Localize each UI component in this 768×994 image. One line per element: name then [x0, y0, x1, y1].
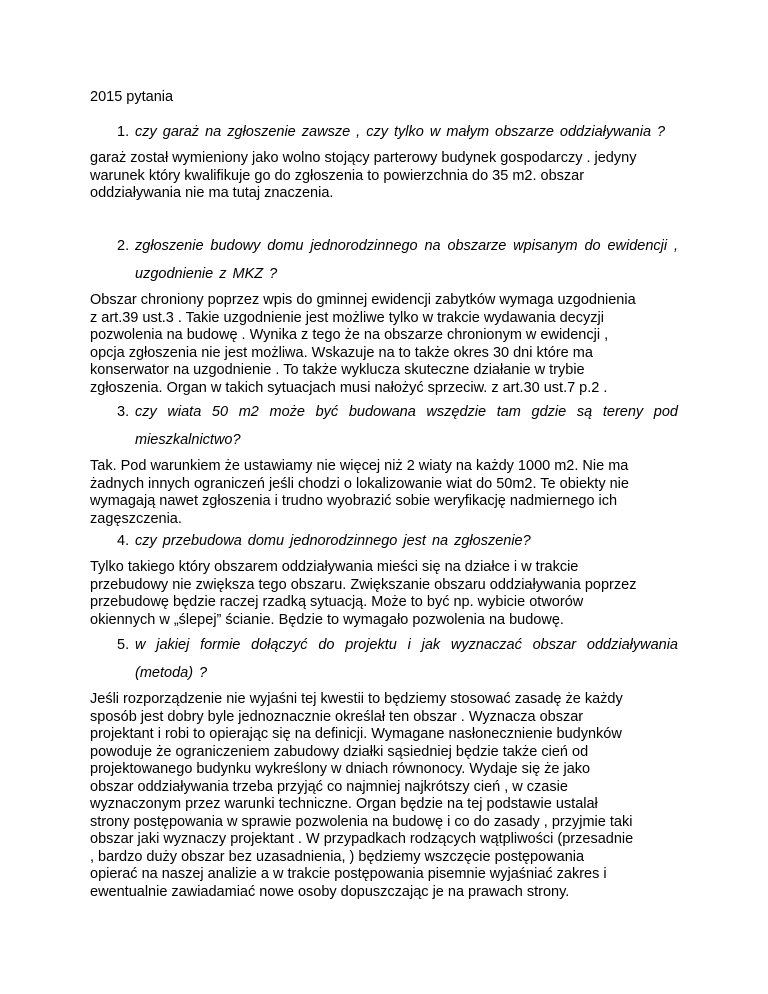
answer-line: garaż został wymieniony jako wolno stojący parterowy budynek gospodarczy . jedyny — [90, 150, 637, 166]
answer-line: wyznaczonym przez warunki techniczne. Organ będzie na tej podstawie ustalał — [90, 796, 598, 812]
answer-line: zagęszczenia. — [90, 510, 182, 527]
answer-line: pozwolenia na budowę . Wynika z tego że na obszarze chronionym w ewidencji , — [90, 327, 609, 343]
answer-line: obszar jaki wyznaczy projektant . W przypadkach rodzących wątpliwości (przesadnie — [90, 831, 634, 847]
answer-line: oddziaływania nie ma tutaj znaczenia. — [90, 185, 334, 201]
answer-line: konserwator na uzgodnienie . To także wyklucza skuteczne działanie w trybie — [90, 362, 585, 378]
question-5 — [90, 631, 678, 687]
question-number: 2. — [117, 238, 130, 254]
answer-line: zgłoszenia. Organ w takich sytuacjach musi nałożyć sprzeciw. z art.30 ust.7 p.2 . — [90, 379, 608, 396]
answer-line: okiennych w „ślepej” ścianie. Będzie to wymagało pozwolenia na budowę. — [90, 611, 564, 628]
question-text: w jakiej formie dołączyć do projektu i jak wyznaczać obszar oddziaływania (metoda) ? — [135, 637, 678, 681]
answer-line: opierać na naszej analizie a w trakcie postępowania pisemnie wyjaśniać zakres i — [90, 866, 607, 882]
question-3 — [90, 398, 678, 454]
answer-line: wymagają nawet zgłoszenia i trudno wyobrazić sobie weryfikację nadmiernego ich — [90, 493, 618, 509]
answer-line: przebudowę będzie raczej rzadką sytuacją. Może to być np. wybicie otworów — [90, 594, 584, 610]
answer-line: projektowanego budynku wykreślony w dniach równonocy. Wydaje się że jako — [90, 761, 591, 777]
question-item-3 — [90, 398, 678, 528]
answer-line: z art.39 ust.3 . Takie uzgodnienie jest możliwe tylko w trakcie wydawania decyzji — [90, 309, 604, 326]
question-number: 5. — [117, 637, 130, 653]
answer-1 — [90, 150, 678, 203]
answer-line: warunek który kwalifikuje go do zgłoszenia to powierzchnia do 35 m2. obszar — [90, 167, 585, 184]
question-number: 4. — [117, 533, 130, 549]
answer-line: opcja zgłoszenia nie jest możliwa. Wskazuje na to także okres 30 dni które ma — [90, 344, 593, 361]
answer-line: żadnych innych ograniczeń jeśli chodzi o lokalizowanie wiat do 50m2. Te obiekty nie — [90, 475, 629, 492]
answer-2 — [90, 292, 678, 397]
answer-5 — [90, 691, 678, 901]
answer-line: , bardzo duży obszar bez uzasadnienia, ) będziemy wszczęcie postępowania — [90, 848, 585, 865]
question-text: czy wiata 50 m2 może być budowana wszędzie tam gdzie są tereny pod mieszkalnictwo? — [135, 404, 678, 448]
answer-line: projektant i robi to opierając się na definicji. Wymagane nasłonecznienie budynków — [90, 726, 622, 742]
question-text: czy garaż na zgłoszenie zawsze , czy tylko w małym obszarze oddziaływania ? — [135, 124, 666, 140]
answer-line: Tylko takiego który obszarem oddziaływania mieści się na działce i w trakcie — [90, 559, 579, 575]
question-text: zgłoszenie budowy domu jednorodzinnego na obszarze wpisanym do ewidencji , uzgodnienie z MKZ ? — [135, 238, 678, 282]
question-item-2 — [90, 232, 678, 397]
question-number: 1. — [117, 124, 130, 140]
answer-3 — [90, 458, 678, 528]
answer-line: Obszar chroniony poprzez wpis do gminnej ewidencji zabytków wymaga uzgodnienia — [90, 292, 636, 308]
question-4 — [90, 527, 678, 555]
question-text: czy przebudowa domu jednorodzinnego jest na zgłoszenie? — [135, 533, 531, 549]
document-title: 2015 pytania — [90, 89, 174, 105]
answer-line: ewentualnie zawiadamiać nowe osoby dopuszczając je na prawach strony. — [90, 883, 570, 900]
question-number: 3. — [117, 404, 130, 420]
answer-line: strony postępowania w sprawie pozwolenia na budowę i co do zasady , przyjmie taki — [90, 813, 633, 830]
question-item-1 — [90, 118, 678, 203]
question-1 — [90, 118, 678, 146]
question-2 — [90, 232, 678, 288]
answer-4 — [90, 559, 678, 629]
question-item-4 — [90, 527, 678, 629]
answer-line: Jeśli rozporządzenie nie wyjaśni tej kwestii to będziemy stosować zasadę że każdy — [90, 691, 623, 707]
answer-line: przebudowy nie zwiększa tego obszaru. Zwiększanie obszaru oddziaływania poprzez — [90, 576, 637, 593]
answer-line: powoduje że ograniczeniem zabudowy działki sąsiedniej będzie także cień od — [90, 743, 589, 760]
answer-line: sposób jest dobry byle jednoznacznie określał ten obszar . Wyznacza obszar — [90, 708, 584, 725]
question-item-5 — [90, 631, 678, 901]
answer-line: obszar oddziaływania trzeba przyjąć co najmniej najkrótszy cień , w czasie — [90, 778, 568, 795]
answer-line: Tak. Pod warunkiem że ustawiamy nie więcej niż 2 wiaty na każdy 1000 m2. Nie ma — [90, 458, 629, 474]
